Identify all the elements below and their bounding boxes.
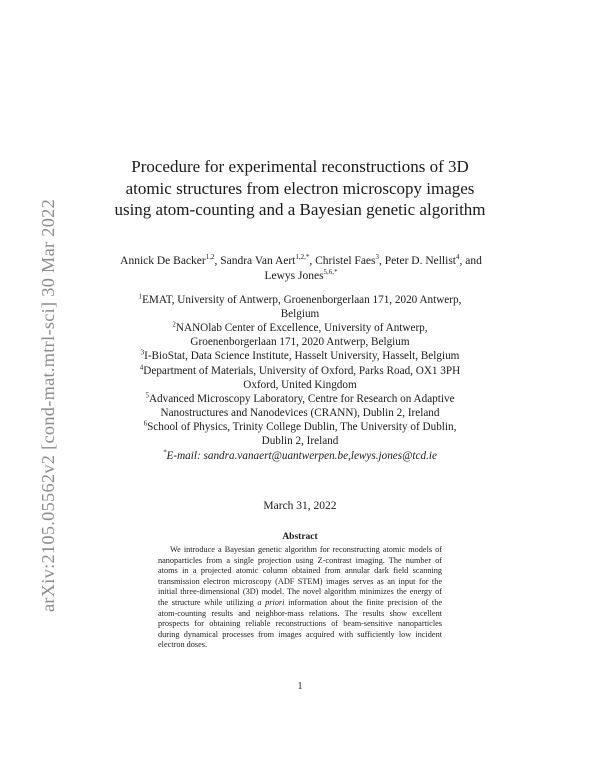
author-list [118,254,484,284]
affiliation: $^1$EMAT, University of Antwerp, Groenenborgerlaan 171, 2020 Antwerp, Belgium [138,292,462,320]
arxiv-stamp [0,0,60,776]
abstract-body: We introduce a Bayesian genetic algorithm for reconstructing atomic models of nanoparticles from a single projection using Z-contrast imaging. The number of atoms in a projected atomic column obtained from annular dark field scanning transmission electron microscopy (ADF STEM) images serves as an input for the initial three-dimensional (3D) model. The novel algorithm minimizes the energy of the structure while utilizing a priori information about the finite precision of the atom-counting results and neighbor-mass relations. The results show excellent prospects for obtaining reliable reconstructions of beam-sensitive nanoparticles during dynamical processes from images acquired with sufficiently low incident electron doses. [158,545,442,650]
author: Annick De Backer$^{1,2}$, [120,253,221,267]
affiliation: $^5$Advanced Microscopy Laboratory, Centre for Research on Adaptive Nanostructures and Nanodevices (CRANN), Dublin 2, Ireland [145,391,455,419]
affiliation-list [130,294,470,464]
page-number: 1 [297,681,303,692]
affiliation: $^4$Department of Materials, University of Oxford, Parks Road, OX1 3PH Oxford, United Kingdom [139,363,461,391]
corresponding-email[interactable]: *E-mail: sandra.vanaert@uantwerpen.be,lewys.jones@tcd.ie [163,447,437,462]
arxiv-identifier[interactable]: arXiv:2105.05562v2 [cond-mat.mtrl-sci] 30 Mar 2022 [38,198,58,612]
affiliation: $^2$NANOlab Center of Excellence, University of Antwerp, Groenenborgerlaan 171, 2020 Antwerp, Belgium [172,320,428,348]
paper-title: Procedure for experimental reconstructions of 3D atomic structures from electron microscopy images using atom-counting and a Bayesian genetic algorithm [114,157,486,219]
affiliation: $^6$School of Physics, Trinity College Dublin, The University of Dublin, Dublin 2, Ireland [143,419,457,447]
author: Sandra Van Aert$^{1,2,*}$, [220,253,316,267]
affiliation: $^3$I-BioStat, Data Science Institute, Hasselt University, Hasselt, Belgium [140,348,460,363]
author: Peter D. Nellist$^4$, and [384,253,482,267]
author: Christel Faes$^3$, [315,253,385,267]
publication-date: March 31, 2022 [263,500,337,512]
abstract-heading: Abstract [282,532,318,542]
author: Lewys Jones$^{5,6,*}$ [264,268,338,282]
